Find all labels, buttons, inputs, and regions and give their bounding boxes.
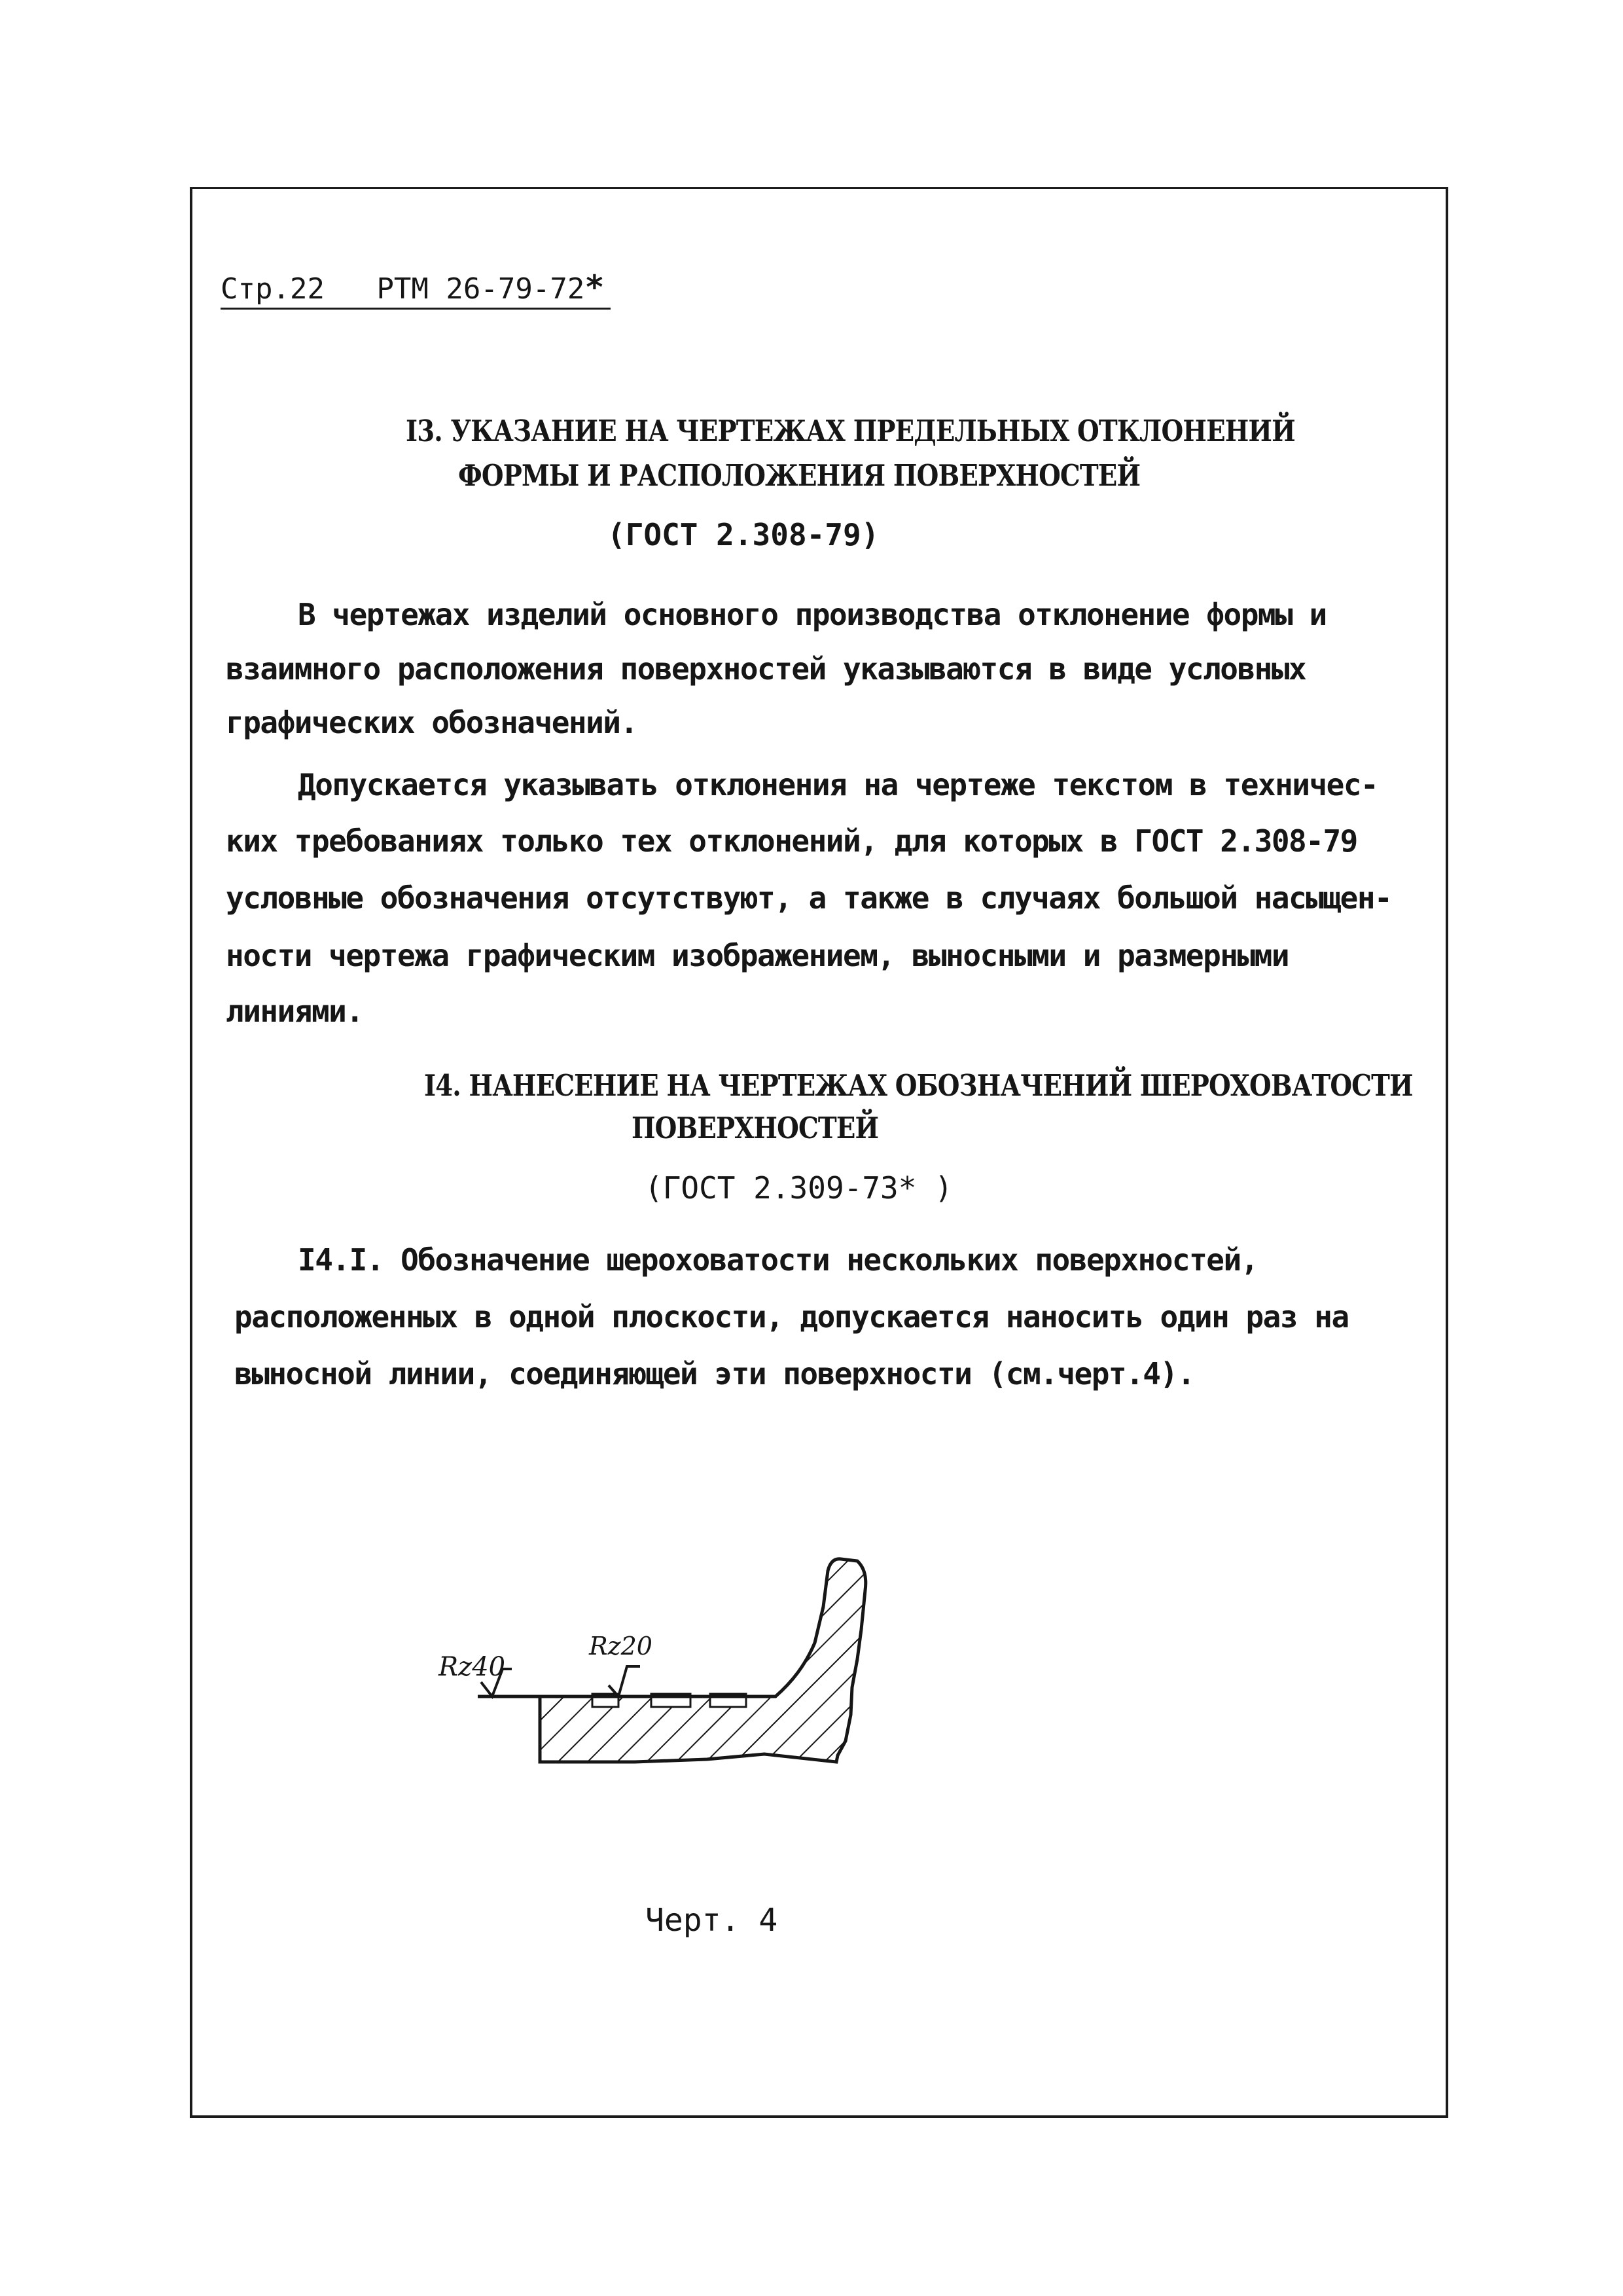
paragraph-line: В чертежах изделий основного производства отклонение формы и <box>298 597 1327 632</box>
paragraph-line: взаимного расположения поверхностей указываются в виде условных <box>226 651 1306 687</box>
section-14-gost: (ГОСТ 2.309-73* ) <box>645 1170 953 1206</box>
section-13-title-line1: I3. УКАЗАНИЕ НА ЧЕРТЕЖАХ ПРЕДЕЛЬНЫХ ОТКЛОНЕНИЙ <box>406 414 1295 448</box>
paragraph-line: линиями. <box>226 994 363 1029</box>
hatched-section <box>517 1545 903 1793</box>
figure-caption: Черт. 4 <box>645 1902 778 1939</box>
revision-star: * <box>584 268 605 306</box>
paragraph-line: графических обозначений. <box>226 705 637 740</box>
section-14-title-line1: I4. НАНЕСЕНИЕ НА ЧЕРТЕЖАХ ОБОЗНАЧЕНИЙ ШЕРОХОВАТОСТИ <box>424 1068 1413 1103</box>
roughness-symbol <box>609 1666 640 1696</box>
document-code: РТМ 26-79-72 <box>376 272 585 306</box>
paragraph-line: Допускается указывать отклонения на чертеже текстом в техничес- <box>298 767 1378 802</box>
paragraph-line: выносной линии, соединяющей эти поверхности (см.черт.4). <box>234 1356 1194 1391</box>
paragraph-line: ности чертежа графическим изображением, выносными и размерными <box>226 938 1289 973</box>
surface-roughness-drawing <box>419 1545 903 1793</box>
page-number: Стр.22 <box>221 272 325 306</box>
paragraph-line: расположенных в одной плоскости, допускается наносить один раз на <box>234 1299 1349 1335</box>
roughness-label-right: Rz20 <box>589 1632 652 1660</box>
section-13-title-line2: ФОРМЫ И РАСПОЛОЖЕНИЯ ПОВЕРХНОСТЕЙ <box>458 458 1141 493</box>
page-header <box>221 268 611 310</box>
paragraph-line: ких требованиях только тех отклонений, для которых в ГОСТ 2.308-79 <box>226 823 1357 859</box>
paragraph-line: условные обозначения отсутствуют, а также в случаях большой насыщен- <box>226 880 1392 916</box>
paragraph-line: I4.I. Обозначение шероховатости нескольких поверхностей, <box>298 1242 1258 1278</box>
section-13-gost: (ГОСТ 2.308-79) <box>607 517 880 552</box>
section-14-title-line2: ПОВЕРХНОСТЕЙ <box>632 1111 879 1145</box>
roughness-label-left: Rz40 <box>438 1652 506 1682</box>
